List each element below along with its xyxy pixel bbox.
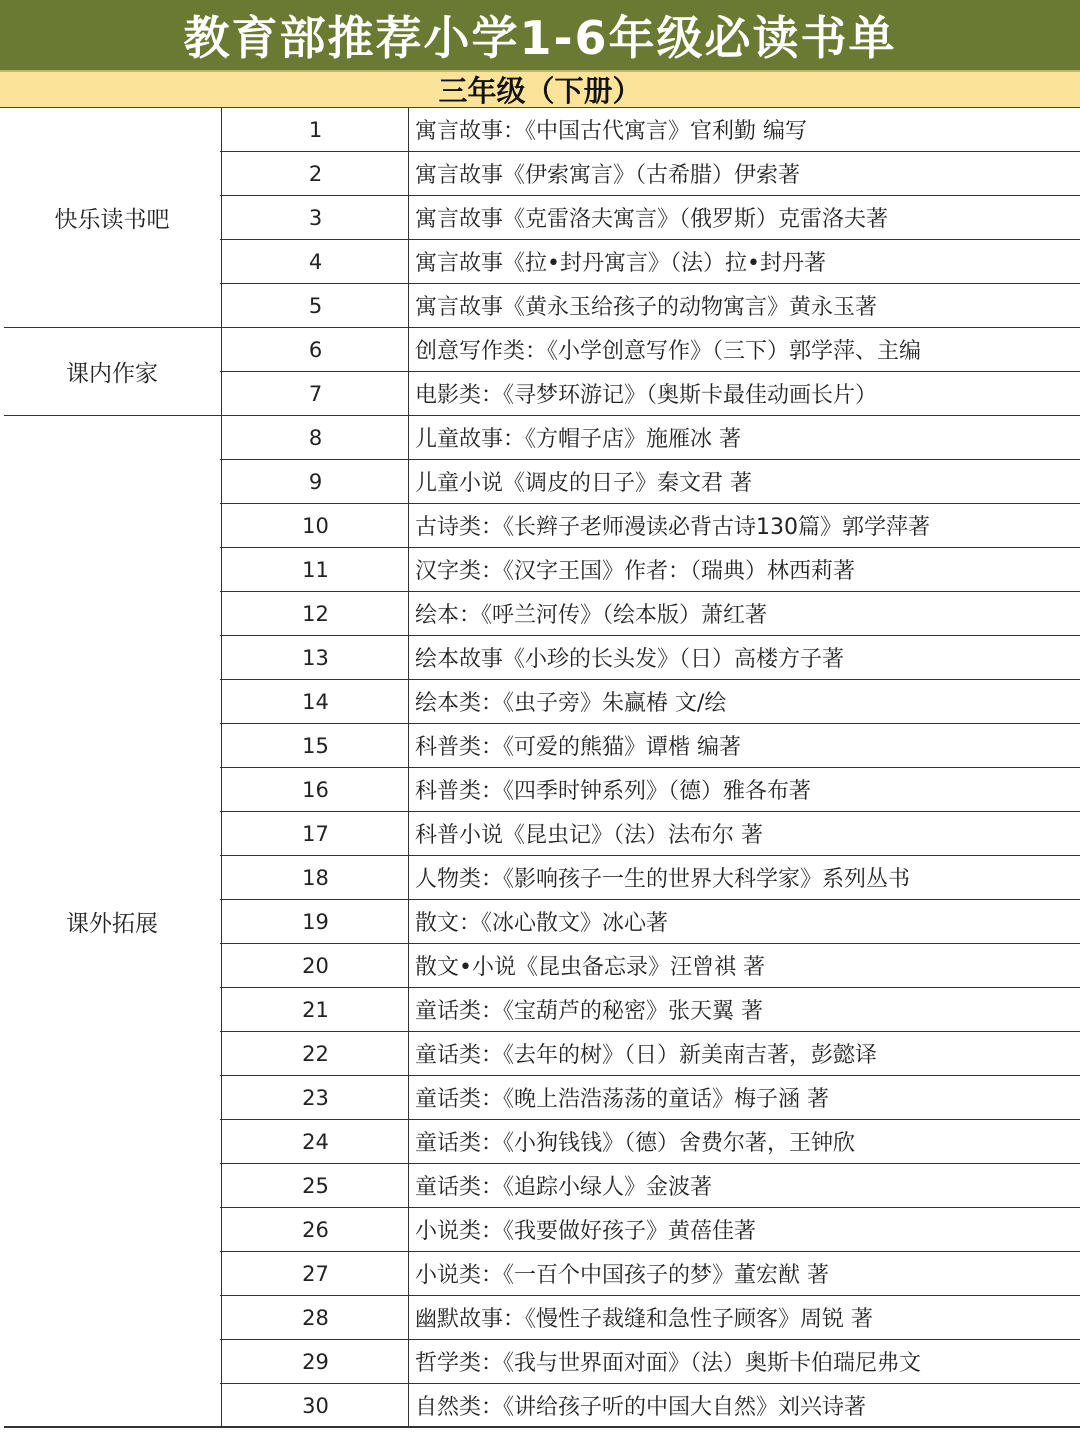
book-number: 11 xyxy=(221,548,409,591)
grade-subtitle: 三年级（下册） xyxy=(0,70,1080,108)
category-cell: 快乐读书吧 xyxy=(4,108,220,328)
book-entry: 科普类：《可爱的熊猫》谭楷 编著 xyxy=(408,724,1080,767)
book-entry: 儿童故事：《方帽子店》施雁冰 著 xyxy=(408,416,1080,459)
book-entry: 散文：《冰心散文》冰心著 xyxy=(408,900,1080,943)
book-entry: 幽默故事：《慢性子裁缝和急性子顾客》周锐 著 xyxy=(408,1296,1080,1339)
book-entry: 自然类：《讲给孩子听的中国大自然》刘兴诗著 xyxy=(408,1384,1080,1427)
book-entry: 绘本故事《小珍的长头发》（日）高楼方子著 xyxy=(408,636,1080,679)
category-cell: 课外拓展 xyxy=(4,416,220,1428)
book-number: 10 xyxy=(221,504,409,547)
book-entry: 童话类：《晚上浩浩荡荡的童话》梅子涵 著 xyxy=(408,1076,1080,1119)
book-number: 8 xyxy=(221,416,409,459)
book-number: 23 xyxy=(221,1076,409,1119)
book-number: 26 xyxy=(221,1208,409,1251)
book-entry: 寓言故事：《中国古代寓言》官利勤 编写 xyxy=(408,108,1080,151)
book-number: 22 xyxy=(221,1032,409,1075)
book-number: 30 xyxy=(221,1384,409,1427)
book-entry: 寓言故事《克雷洛夫寓言》（俄罗斯）克雷洛夫著 xyxy=(408,196,1080,239)
book-number: 15 xyxy=(221,724,409,767)
book-number: 2 xyxy=(221,152,409,195)
book-number: 7 xyxy=(221,372,409,415)
book-entry: 绘本类：《虫子旁》朱赢椿 文/绘 xyxy=(408,680,1080,723)
book-number: 4 xyxy=(221,240,409,283)
book-entry: 儿童小说《调皮的日子》秦文君 著 xyxy=(408,460,1080,503)
book-number: 13 xyxy=(221,636,409,679)
book-entry: 小说类：《我要做好孩子》黄蓓佳著 xyxy=(408,1208,1080,1251)
book-entry: 寓言故事《黄永玉给孩子的动物寓言》黄永玉著 xyxy=(408,284,1080,327)
book-entry: 科普类：《四季时钟系列》（德）雅各布著 xyxy=(408,768,1080,811)
book-entry: 绘本：《呼兰河传》（绘本版）萧红著 xyxy=(408,592,1080,635)
book-entry: 哲学类：《我与世界面对面》（法）奥斯卡伯瑞尼弗文 xyxy=(408,1340,1080,1383)
book-entry: 汉字类：《汉字王国》作者：（瑞典）林西莉著 xyxy=(408,548,1080,591)
book-number: 5 xyxy=(221,284,409,327)
book-number: 9 xyxy=(221,460,409,503)
book-entry: 寓言故事《伊索寓言》（古希腊）伊索著 xyxy=(408,152,1080,195)
book-entry: 童话类：《小狗钱钱》（德）舍费尔著，王钟欣 xyxy=(408,1120,1080,1163)
book-number: 18 xyxy=(221,856,409,899)
book-entry: 古诗类：《长辫子老师漫读必背古诗130篇》郭学萍著 xyxy=(408,504,1080,547)
book-number: 6 xyxy=(221,328,409,371)
book-entry: 人物类：《影响孩子一生的世界大科学家》系列丛书 xyxy=(408,856,1080,899)
category-cell: 课内作家 xyxy=(4,328,220,416)
book-entry: 寓言故事《拉•封丹寓言》（法）拉•封丹著 xyxy=(408,240,1080,283)
book-number: 29 xyxy=(221,1340,409,1383)
book-number: 1 xyxy=(221,108,409,151)
book-entry: 电影类：《寻梦环游记》（奥斯卡最佳动画长片） xyxy=(408,372,1080,415)
book-number: 16 xyxy=(221,768,409,811)
book-number: 3 xyxy=(221,196,409,239)
book-entry: 散文•小说《昆虫备忘录》汪曾祺 著 xyxy=(408,944,1080,987)
book-number: 14 xyxy=(221,680,409,723)
book-entry: 童话类：《宝葫芦的秘密》张天翼 著 xyxy=(408,988,1080,1031)
book-entry: 童话类：《追踪小绿人》金波著 xyxy=(408,1164,1080,1207)
book-number: 27 xyxy=(221,1252,409,1295)
book-number: 25 xyxy=(221,1164,409,1207)
book-number: 17 xyxy=(221,812,409,855)
book-number: 28 xyxy=(221,1296,409,1339)
book-number: 21 xyxy=(221,988,409,1031)
book-number: 24 xyxy=(221,1120,409,1163)
book-number: 12 xyxy=(221,592,409,635)
book-entry: 童话类：《去年的树》（日）新美南吉著，彭懿译 xyxy=(408,1032,1080,1075)
book-number: 19 xyxy=(221,900,409,943)
book-number: 20 xyxy=(221,944,409,987)
page-title: 教育部推荐小学1-6年级必读书单 xyxy=(0,0,1080,70)
book-entry: 小说类：《一百个中国孩子的梦》董宏猷 著 xyxy=(408,1252,1080,1295)
book-entry: 科普小说《昆虫记》（法）法布尔 著 xyxy=(408,812,1080,855)
book-entry: 创意写作类：《小学创意写作》（三下）郭学萍、主编 xyxy=(408,328,1080,371)
